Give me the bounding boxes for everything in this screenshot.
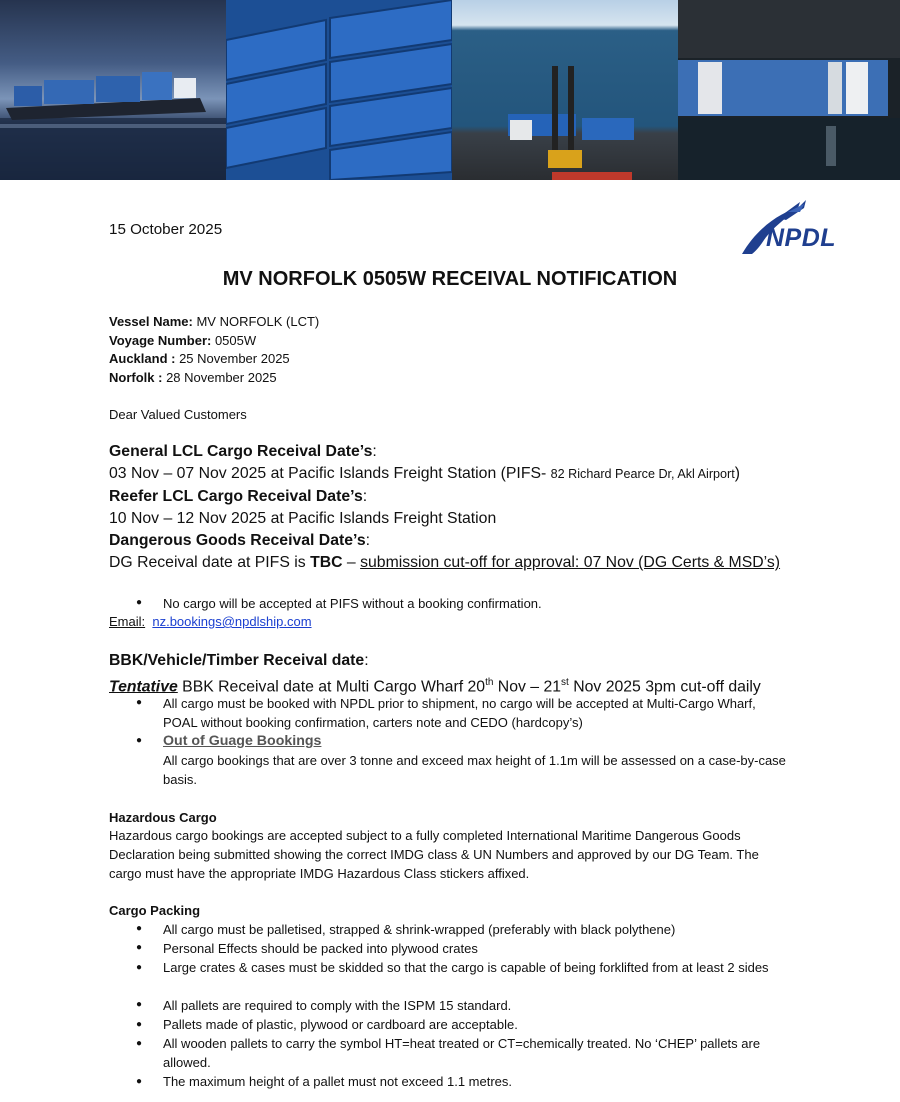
general-line-close: ) [734, 465, 741, 482]
auckland-value: 25 November 2025 [175, 351, 290, 366]
booking-bullet-text: No cargo will be accepted at PIFS without a booking confirmation. [163, 596, 542, 611]
colon: : [365, 532, 371, 549]
out-of-gauge-text: All cargo bookings that are over 3 tonne and exceed max height of 1.1m will be assessed on a case-by-case basis. [163, 753, 786, 787]
bbk-bullet-1: All cargo must be booked with NPDL prior to shipment, no cargo will be accepted at Multi-Cargo Wharf, POAL without booking confirmation, carters note and CEDO (hardcopy’s) [163, 696, 756, 730]
email-label: Email: [109, 614, 146, 629]
bbk-sup-st: st [561, 677, 569, 688]
packing-item: All wooden pallets to carry the symbol HT=heat treated or CT=chemically treated. No ‘CHEP’ pallets are allowed. [163, 1036, 761, 1070]
voyage-number-value: 0505W [211, 333, 257, 348]
bullet-icon: ● [136, 923, 143, 934]
reefer-heading: Reefer LCL Cargo Receival Date’s [109, 488, 363, 505]
letter-date: 15 October 2025 [109, 221, 223, 238]
hazardous-heading: Hazardous Cargo [109, 810, 217, 825]
vessel-name-row [109, 312, 319, 331]
packing-item: Pallets made of plastic, plywood or cardboard are acceptable. [163, 1017, 518, 1032]
auckland-label: Auckland : [109, 351, 176, 366]
page-title: MV NORFOLK 0505W RECEIVAL NOTIFICATION [222, 268, 678, 290]
dg-heading-row [109, 530, 370, 552]
logo-text: NPDL [766, 224, 837, 252]
bbk-tentative: Tentative [109, 678, 178, 696]
packing-item: The maximum height of a pallet must not exceed 1.1 metres. [163, 1074, 513, 1089]
email-link[interactable]: nz.bookings@npdlship.com [152, 614, 312, 629]
dg-cutoff: submission cut-off for approval: 07 Nov (DG Certs & MSD’s) [360, 554, 781, 571]
auckland-row [109, 349, 290, 368]
general-heading-row [109, 441, 377, 463]
dg-line-start: DG Receival date at PIFS is [109, 554, 311, 571]
reefer-line: 10 Nov – 12 Nov 2025 at Pacific Islands Freight Station [109, 510, 497, 527]
colon: : [364, 652, 369, 669]
norfolk-row [109, 368, 277, 387]
colon: : [362, 488, 368, 505]
reefer-heading-row [109, 486, 367, 508]
bullet-icon: ● [136, 1076, 143, 1087]
dg-dash: – [342, 554, 361, 571]
bullet-icon: ● [136, 597, 143, 608]
banner-photo-aerial [678, 0, 900, 180]
dg-tbc: TBC [310, 554, 343, 571]
colon: : [372, 443, 377, 460]
bbk-line-c: Nov 2025 3pm cut-off daily [568, 678, 761, 696]
packing-heading: Cargo Packing [109, 903, 201, 918]
packing-item: All cargo must be palletised, strapped & shrink-wrapped (preferably with black polythene) [163, 922, 676, 937]
bullet-icon: ● [136, 1038, 143, 1049]
bullet-icon: ● [136, 999, 143, 1010]
voyage-number-row [109, 331, 256, 350]
bbk-heading: BBK/Vehicle/Timber Receival date [109, 652, 365, 669]
vessel-name-value: MV NORFOLK (LCT) [192, 314, 320, 329]
email-row [109, 612, 312, 631]
packing-item: Personal Effects should be packed into plywood crates [163, 941, 478, 956]
bbk-line-a: BBK Receival date at Multi Cargo Wharf 20 [177, 678, 486, 696]
vessel-name-label: Vessel Name: [109, 314, 193, 329]
npdl-logo [738, 196, 862, 258]
header-banner [0, 0, 900, 180]
norfolk-value: 28 November 2025 [162, 370, 277, 385]
voyage-number-label: Voyage Number: [109, 333, 212, 348]
norfolk-label: Norfolk : [109, 370, 163, 385]
bbk-line-b: Nov – 21 [493, 678, 562, 696]
general-line-main: 03 Nov – 07 Nov 2025 at Pacific Islands Freight Station (PIFS- [109, 465, 551, 482]
general-line [109, 463, 740, 485]
banner-photo-port [452, 0, 678, 180]
bullet-icon: ● [136, 697, 143, 708]
bullet-icon: ● [136, 942, 143, 953]
dg-line [109, 552, 780, 574]
hazardous-text: Hazardous cargo bookings are accepted subject to a fully completed International Maritime Dangerous Goods Declaration being submitted showing the correct IMDG class & UN Numbers and approved by our DG Team. The cargo must have the appropriate IMDG Hazardous Class stickers affixed. [109, 828, 759, 881]
general-line-address: 82 Richard Pearce Dr, Akl Airport [550, 467, 735, 481]
banner-photo-containers [226, 0, 452, 180]
bbk-sup-th: th [485, 677, 494, 688]
out-of-gauge-title: Out of Guage Bookings [163, 733, 322, 749]
bullet-icon: ● [136, 962, 143, 973]
bbk-heading-row [109, 650, 369, 672]
banner-photo-ship [0, 0, 226, 180]
greeting: Dear Valued Customers [109, 407, 247, 422]
packing-item: Large crates & cases must be skidded so that the cargo is capable of being forklifted from at least 2 sides [163, 960, 769, 975]
bullet-icon: ● [136, 1019, 143, 1030]
packing-item: All pallets are required to comply with the ISPM 15 standard. [163, 998, 512, 1013]
dg-heading: Dangerous Goods Receival Date’s [109, 532, 366, 549]
bullet-icon: ● [136, 735, 143, 746]
general-heading: General LCL Cargo Receival Date’s [109, 443, 373, 460]
